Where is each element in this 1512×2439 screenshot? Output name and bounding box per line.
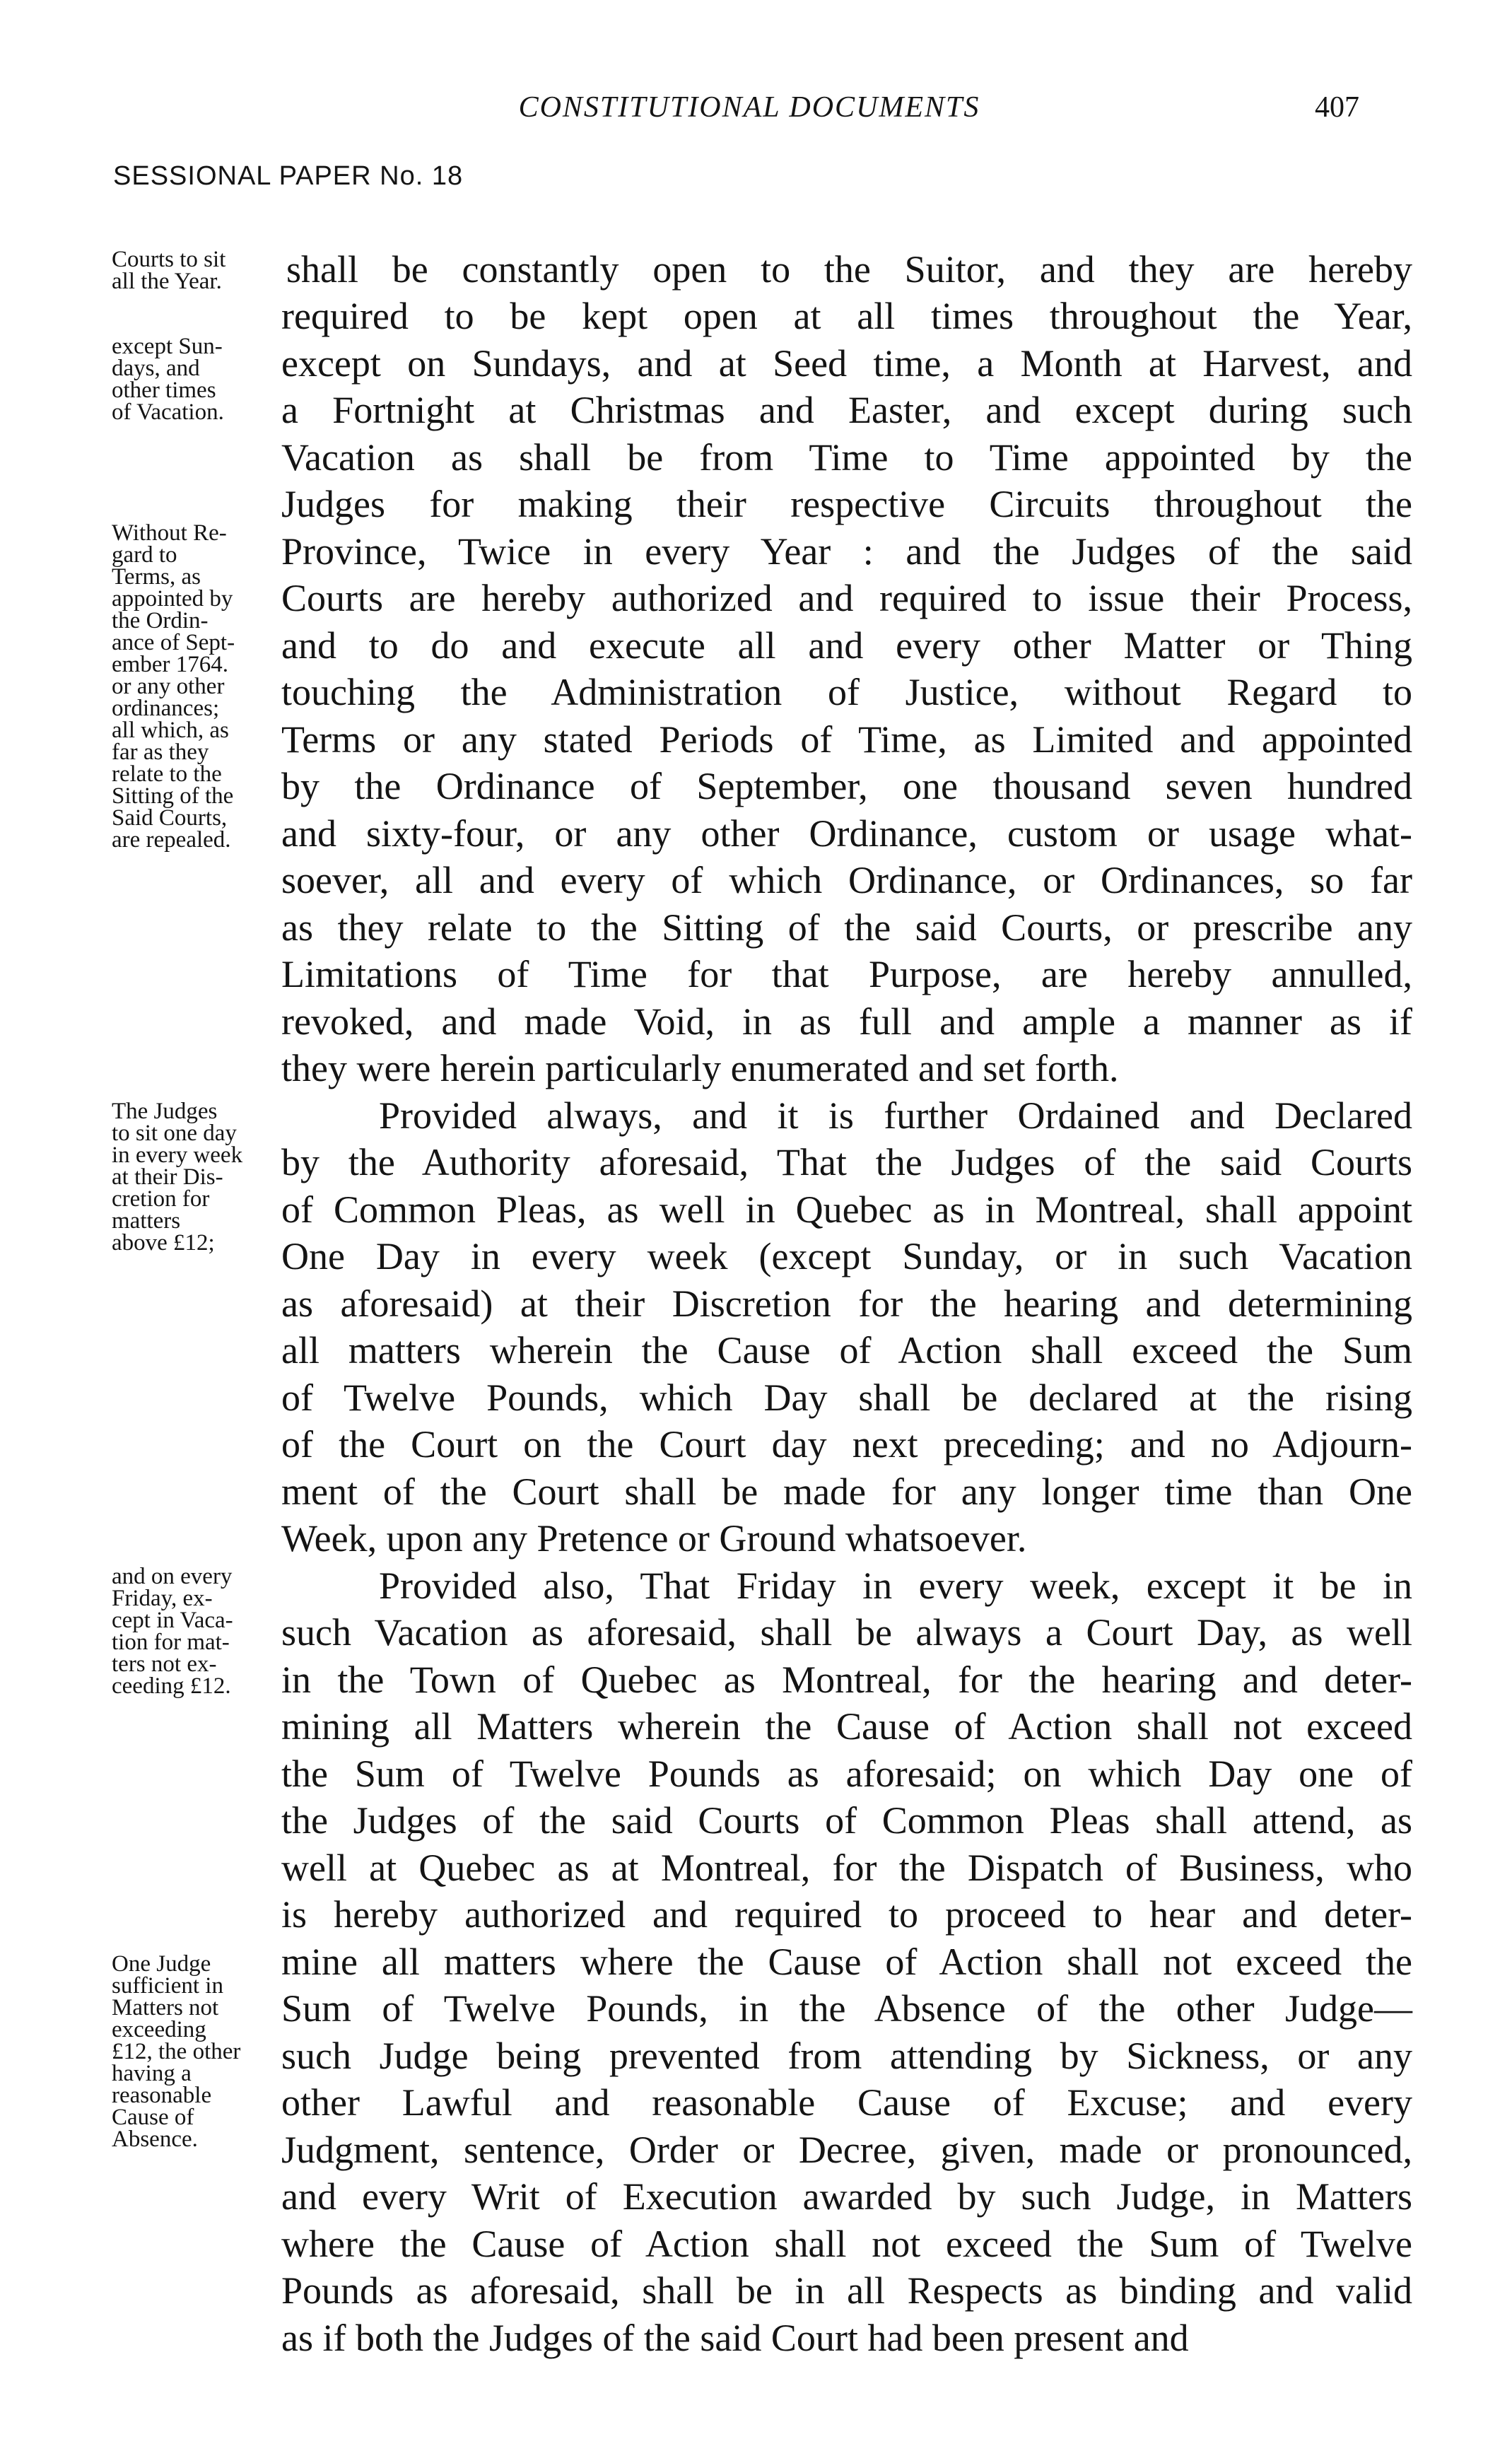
body-text-line: Limitations of Time for that Purpose, are hereby annulled, [281, 953, 1412, 995]
margin-note-line: ordinances; [112, 696, 220, 721]
body-text-line: except on Sundays, and at Seed time, a Month at Harvest, and [281, 342, 1412, 385]
body-text-line: Courts are hereby authorized and required to issue their Process, [281, 577, 1412, 619]
body-text-line: Judgment, sentence, Order or Decree, given, made or pronounced, [281, 2129, 1412, 2171]
sessional-paper-label: SESSIONAL PAPER No. 18 [113, 161, 464, 191]
margin-note-line: exceeding [112, 2017, 206, 2042]
margin-note-line: Without Re- [112, 520, 227, 546]
body-text-line: Terms or any stated Periods of Time, as Limited and appointed [281, 718, 1412, 761]
body-text-line: of the Court on the Court day next preceding; and no Adjourn- [281, 1423, 1412, 1466]
margin-note-line: other times [112, 378, 216, 403]
body-text-line: Pounds as aforesaid, shall be in all Respects as binding and valid [281, 2269, 1412, 2312]
margin-note-line: or any other [112, 674, 225, 699]
body-text-line: and sixty-four, or any other Ordinance, custom or usage what- [281, 812, 1412, 855]
margin-note-line: at their Dis- [112, 1164, 223, 1190]
margin-note-line: of Vacation. [112, 399, 224, 425]
margin-note-line: days, and [112, 356, 200, 381]
margin-note-line: and on every [112, 1564, 233, 1589]
margin-note-line: Courts to sit [112, 247, 226, 272]
body-text-line: the Sum of Twelve Pounds as aforesaid; on which Day one of [281, 1753, 1412, 1795]
margin-note-line: Terms, as [112, 564, 201, 590]
body-text-line: Provided always, and it is further Ordained and Declared [379, 1094, 1412, 1137]
margin-note-line: Matters not [112, 1995, 219, 2020]
margin-note-line: above £12; [112, 1230, 215, 1256]
body-text-line: mining all Matters wherein the Cause of Action shall not exceed [281, 1705, 1412, 1748]
margin-note-line: £12, the other [112, 2039, 241, 2064]
margin-note [112, 522, 285, 851]
page-number: 407 [1315, 91, 1359, 124]
margin-note-line: ters not ex- [112, 1651, 217, 1677]
body-text-line: where the Cause of Action shall not exceed the Sum of Twelve [281, 2223, 1412, 2265]
margin-note-line: far as they [112, 739, 209, 765]
margin-note-line: ember 1764. [112, 652, 228, 677]
body-text-line: and to do and execute all and every other Matter or Thing [281, 624, 1412, 667]
body-text-line: well at Quebec as at Montreal, for the Dispatch of Business, who [281, 1847, 1412, 1889]
body-text-line: touching the Administration of Justice, without Regard to [281, 671, 1412, 713]
body-text-line: as aforesaid) at their Discretion for the hearing and determining [281, 1282, 1412, 1325]
margin-note-line: having a [112, 2061, 192, 2086]
margin-note-line: in every week [112, 1142, 243, 1168]
body-text-line: One Day in every week (except Sunday, or in such Vacation [281, 1235, 1412, 1277]
margin-note [112, 249, 285, 293]
margin-note-line: reasonable [112, 2083, 212, 2108]
margin-note-line: gard to [112, 542, 177, 568]
body-text-line: required to be kept open at all times throughout the Year, [281, 295, 1412, 337]
body-text-line: a Fortnight at Christmas and Easter, and except during such [281, 389, 1412, 431]
margin-note-line: the Ordin- [112, 608, 209, 633]
body-text-line: Judges for making their respective Circuits throughout the [281, 483, 1412, 525]
margin-note-line: Said Courts, [112, 805, 228, 831]
margin-note-line: all which, as [112, 718, 229, 743]
margin-note-line: matters [112, 1208, 181, 1234]
margin-note-line: to sit one day [112, 1121, 237, 1146]
margin-note-line: Cause of [112, 2105, 194, 2130]
margin-note-line: ceeding £12. [112, 1673, 231, 1699]
body-text-line: soever, all and every of which Ordinance, or Ordinances, so far [281, 859, 1412, 901]
margin-note [112, 1566, 285, 1697]
body-text-line: such Vacation as aforesaid, shall be always a Court Day, as well [281, 1611, 1412, 1654]
margin-note [112, 1953, 285, 2151]
body-text-line: of Twelve Pounds, which Day shall be declared at the rising [281, 1376, 1412, 1419]
body-text-line: is hereby authorized and required to proceed to hear and deter- [281, 1893, 1412, 1936]
body-text-line: such Judge being prevented from attending by Sickness, or any [281, 2035, 1412, 2077]
body-text-line: all matters wherein the Cause of Action shall exceed the Sum [281, 1329, 1412, 1371]
body-text-line: as they relate to the Sitting of the said Courts, or prescribe any [281, 906, 1412, 949]
body-text-line: in the Town of Quebec as Montreal, for the hearing and deter- [281, 1659, 1412, 1701]
margin-note-line: Absence. [112, 2127, 198, 2152]
body-text-line: the Judges of the said Courts of Common Pleas shall attend, as [281, 1799, 1412, 1842]
margin-note [112, 336, 285, 423]
margin-note-line: appointed by [112, 586, 233, 612]
margin-note-line: cretion for [112, 1186, 210, 1212]
margin-note-line: Friday, ex- [112, 1586, 213, 1611]
body-text-line: they were herein particularly enumerated and set forth. [281, 1047, 1119, 1089]
body-text-line: of Common Pleas, as well in Quebec as in Montreal, shall appoint [281, 1188, 1412, 1231]
body-text-line: by the Ordinance of September, one thousand seven hundred [281, 765, 1412, 807]
margin-note-line: cept in Vaca- [112, 1608, 233, 1633]
margin-note-line: are repealed. [112, 827, 231, 853]
body-text-line: Province, Twice in every Year : and the Judges of the said [281, 530, 1412, 573]
body-text-line: revoked, and made Void, in as full and ample a manner as if [281, 1000, 1412, 1043]
page-header-title: CONSTITUTIONAL DOCUMENTS [518, 91, 980, 124]
body-text-line: ment of the Court shall be made for any longer time than One [281, 1470, 1412, 1513]
body-text-line: by the Authority aforesaid, That the Judges of the said Courts [281, 1141, 1412, 1183]
body-text-line: shall be constantly open to the Suitor, and they are hereby [286, 248, 1412, 291]
body-text-line: and every Writ of Execution awarded by such Judge, in Matters [281, 2175, 1412, 2218]
body-text-line: Sum of Twelve Pounds, in the Absence of the other Judge— [281, 1987, 1412, 2030]
margin-note-line: sufficient in [112, 1973, 223, 1999]
body-text-line: other Lawful and reasonable Cause of Excuse; and every [281, 2081, 1412, 2124]
margin-note-line: all the Year. [112, 269, 222, 294]
margin-note-line: The Judges [112, 1099, 218, 1124]
margin-note [112, 1101, 285, 1254]
margin-note-line: tion for mat- [112, 1630, 230, 1655]
margin-note-line: ance of Sept- [112, 630, 235, 655]
margin-note-line: relate to the [112, 761, 222, 787]
margin-note-line: Sitting of the [112, 783, 234, 809]
body-text-line: mine all matters where the Cause of Action shall not exceed the [281, 1941, 1412, 1983]
body-text-line: Provided also, That Friday in every week, except it be in [379, 1564, 1412, 1607]
body-text-line: as if both the Judges of the said Court had been present and [281, 2317, 1189, 2359]
body-text-line: Week, upon any Pretence or Ground whatsoever. [281, 1517, 1027, 1560]
body-text-line: Vacation as shall be from Time to Time appointed by the [281, 436, 1412, 479]
margin-note-line: except Sun- [112, 334, 223, 359]
margin-note-line: One Judge [112, 1951, 211, 1977]
